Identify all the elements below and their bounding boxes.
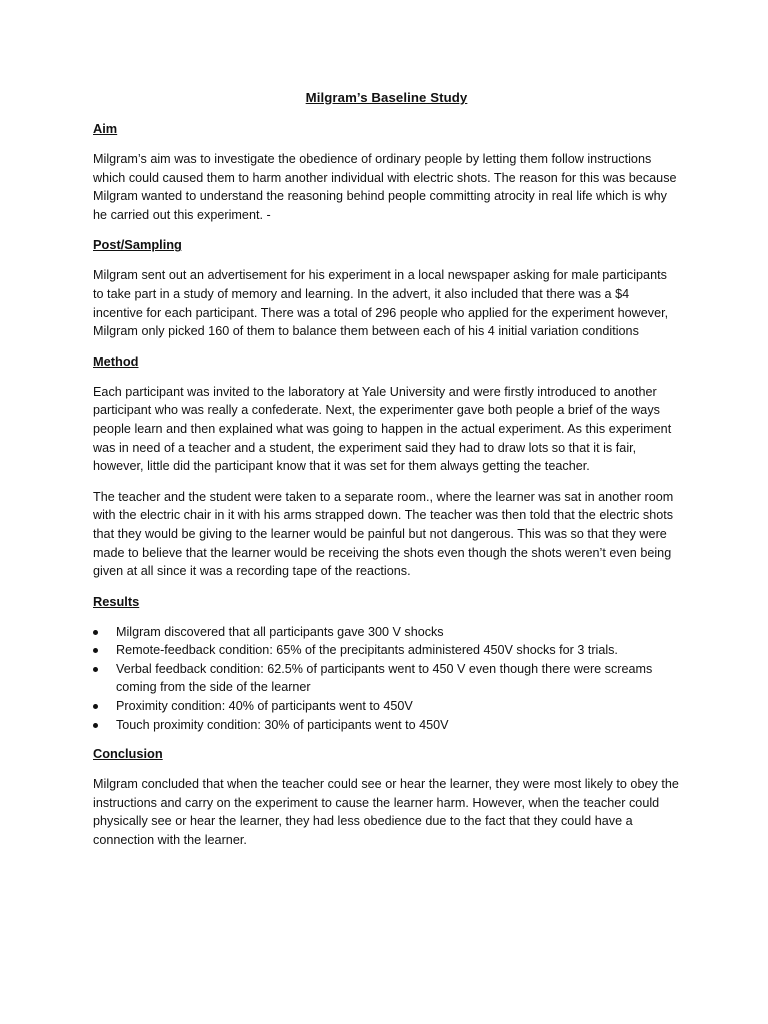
results-item-text: Remote-feedback condition: 65% of the precipitants administered 450V shocks for 3 trials. bbox=[116, 643, 618, 658]
bullet-icon bbox=[93, 630, 98, 635]
results-item-text: Verbal feedback condition: 62.5% of participants went to 450 V even though there were screams coming from the side of the learner bbox=[116, 661, 653, 695]
results-item bbox=[93, 660, 680, 697]
aim-paragraph: Milgram’s aim was to investigate the obedience of ordinary people by letting them follow instructions which could caused them to harm another individual with electric shots. The reason for this was because Milgram wanted to understand the reasoning behind people committing atrocity in real life which is why he carried out this experiment. - bbox=[93, 152, 677, 222]
results-item bbox=[93, 697, 680, 716]
conclusion-heading: Conclusion bbox=[93, 746, 163, 762]
results-item-text: Touch proximity condition: 30% of participants went to 450V bbox=[116, 717, 449, 732]
bullet-icon bbox=[93, 648, 98, 653]
bullet-icon bbox=[93, 667, 98, 672]
document-title: Milgram’s Baseline Study bbox=[305, 90, 468, 105]
results-list bbox=[93, 623, 680, 735]
results-item bbox=[93, 623, 680, 642]
sampling-paragraph: Milgram sent out an advertisement for his experiment in a local newspaper asking for male participants to take part in a study of memory and learning. In the advert, it also included that there was a $4 incentive for each participant. There was a total of 296 people who applied for the experiment however, Milgram only picked 160 of them to balance them between each of his 4 initial variation conditions bbox=[93, 268, 669, 339]
results-item-text: Proximity condition: 40% of participants went to 450V bbox=[116, 699, 413, 714]
method-paragraph-2: The teacher and the student were taken to a separate room., where the learner was sat in another room with the electric chair in it with his arms strapped down. The teacher was then told that the electric shots that they would be giving to the learner would be painful but not dangerous. This was so that they were made to believe that the learner would be receiving the shots even though the shots weren’t even being given at all since it was a recording tape of the reactions. bbox=[93, 489, 674, 579]
results-item bbox=[93, 716, 680, 735]
bullet-icon bbox=[93, 704, 98, 709]
results-item bbox=[93, 641, 680, 660]
results-section bbox=[93, 593, 680, 735]
sampling-section bbox=[93, 236, 680, 340]
method-paragraph-1: Each participant was invited to the laboratory at Yale University and were firstly introduced to another participant who was really a confederate. Next, the experimenter gave both people a brief of the ways people learn and then explained what was going to happen in the actual experiment. As this experiment was in need of a teacher and a student, the experiment said they had to draw lots so that it is fair, however, little did the participant know that it was set for them always getting the teacher. bbox=[93, 384, 672, 474]
results-item-text: Milgram discovered that all participants gave 300 V shocks bbox=[116, 624, 444, 639]
aim-heading: Aim bbox=[93, 121, 118, 136]
sampling-heading: Post/Sampling bbox=[93, 237, 182, 253]
aim-section bbox=[93, 120, 680, 224]
results-heading: Results bbox=[93, 593, 140, 609]
method-section bbox=[93, 353, 680, 581]
method-heading: Method bbox=[93, 353, 139, 369]
bullet-icon bbox=[93, 723, 98, 728]
conclusion-section bbox=[93, 745, 680, 849]
conclusion-paragraph: Milgram concluded that when the teacher could see or hear the learner, they were most likely to obey the instructions and carry on the experiment to cause the learner harm. However, when the teacher could physically see or hear the learner, they had less obedience due to the fact that they could have a connection with the learner. bbox=[93, 777, 679, 848]
